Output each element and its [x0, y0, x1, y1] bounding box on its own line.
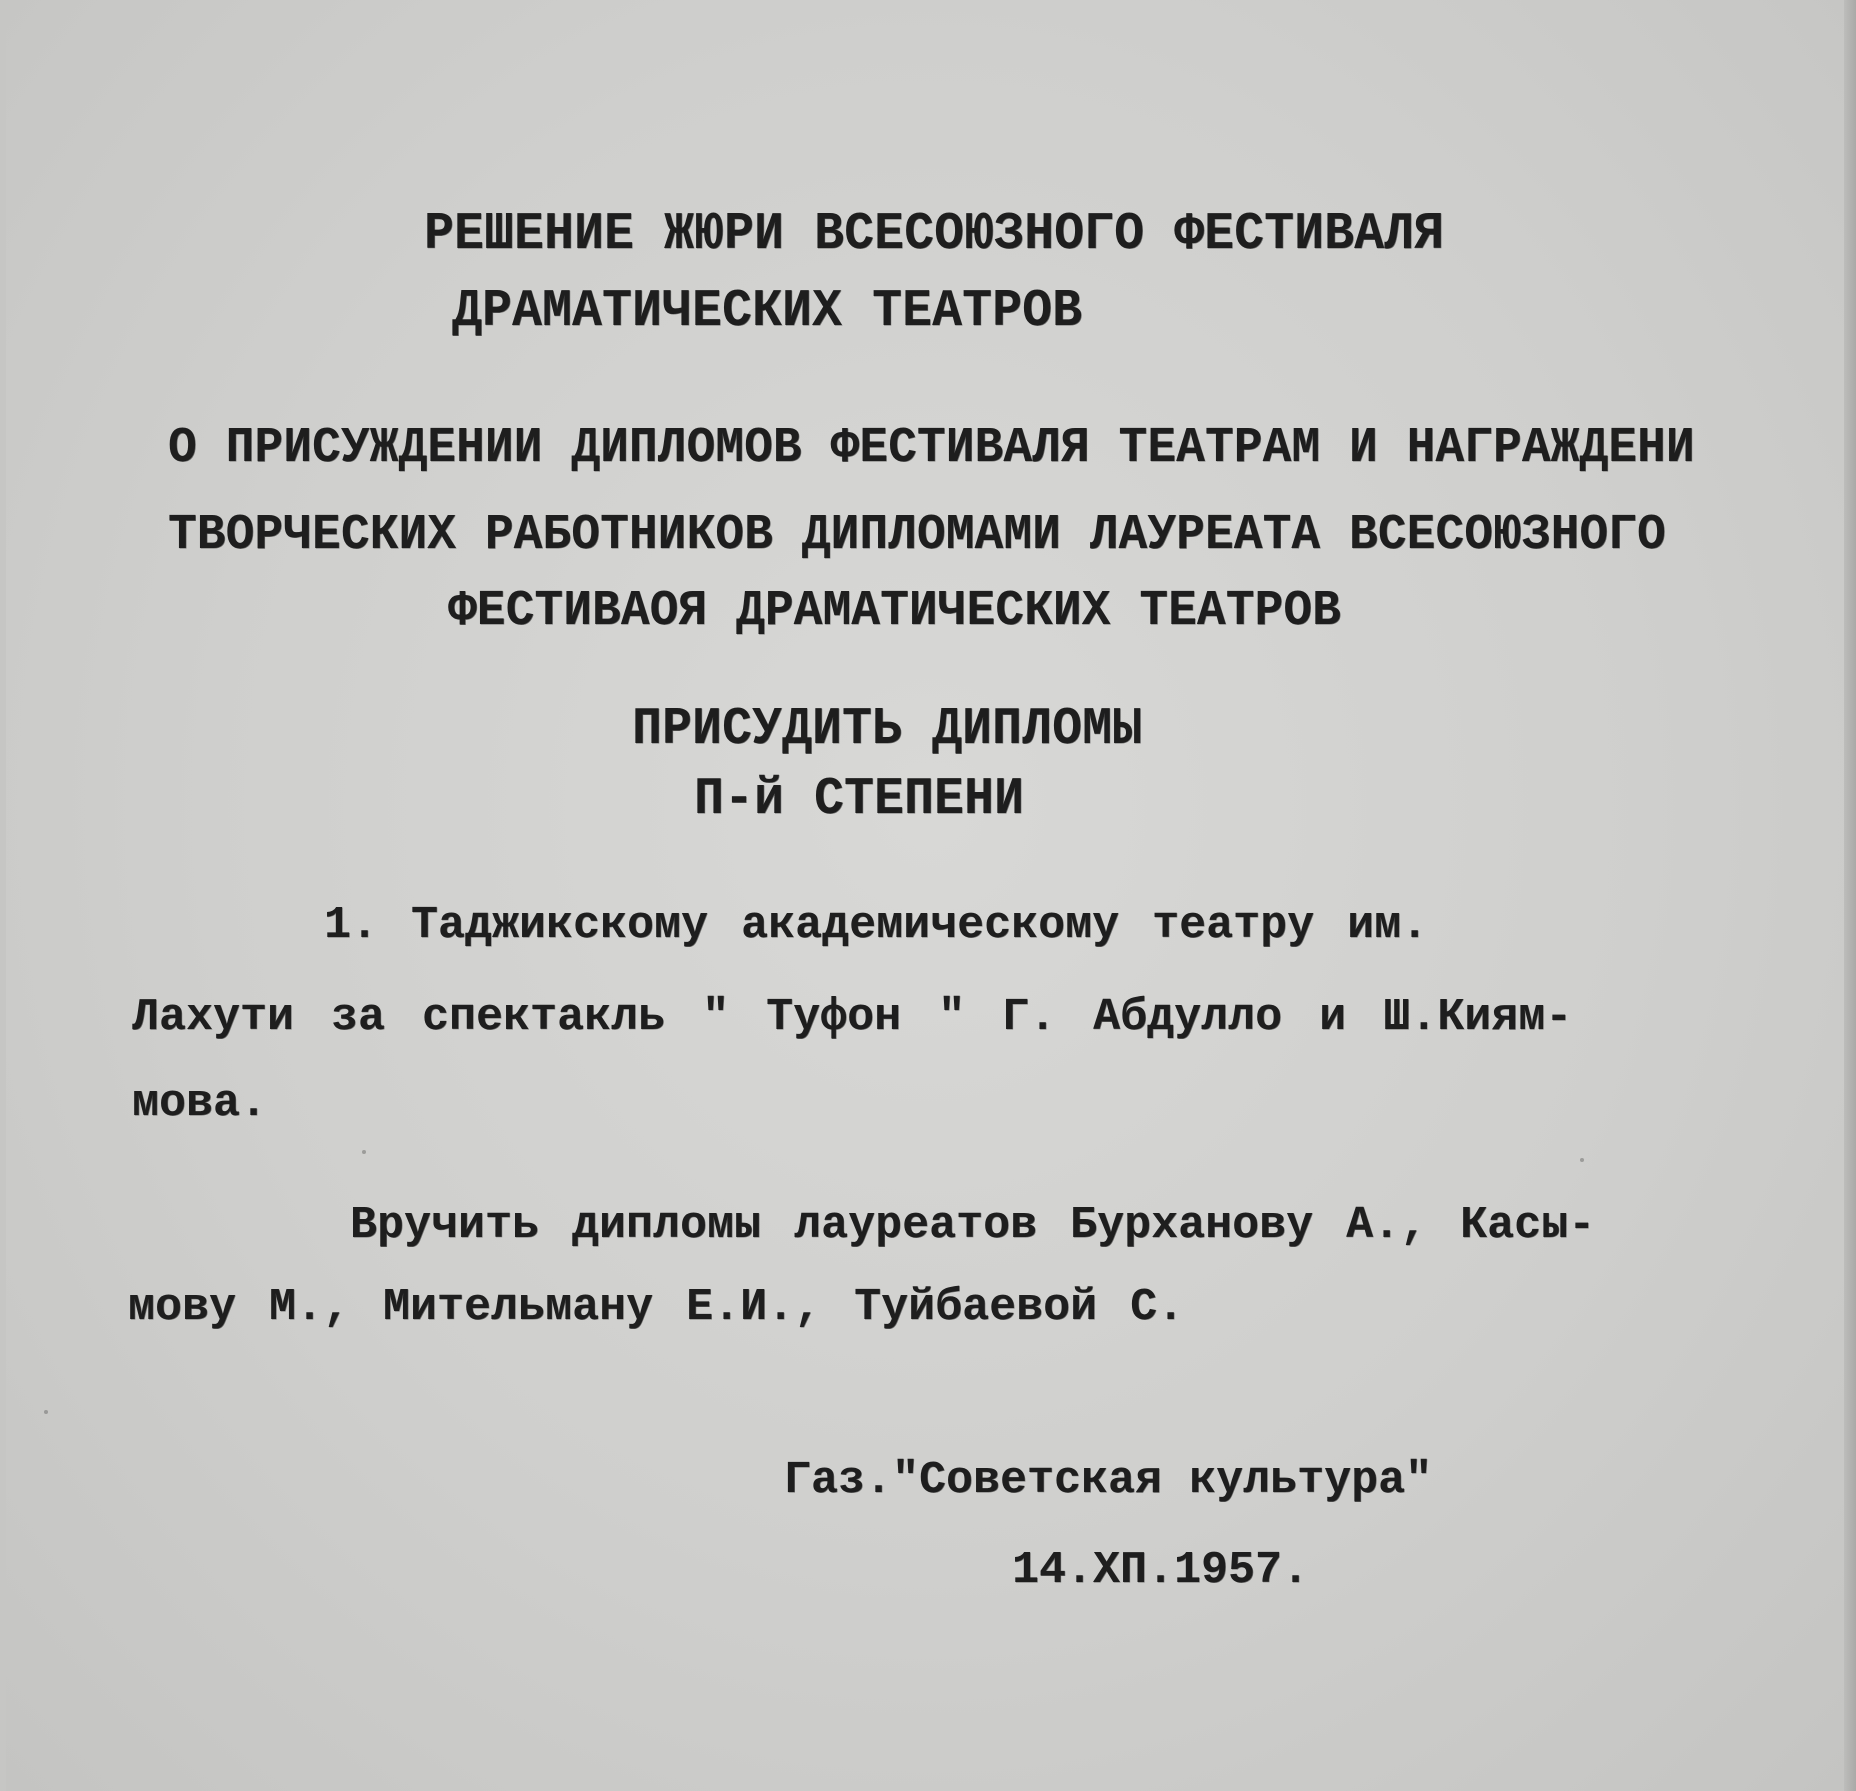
award-line-2: мову М., Мительману Е.И., Туйбаевой С. — [128, 1282, 1185, 1333]
page-left-edge — [0, 0, 6, 1791]
page-right-edge — [1844, 0, 1856, 1791]
item1-line-3: мова. — [132, 1078, 268, 1129]
subject-line-1: О ПРИСУЖДЕНИИ ДИПЛОМОВ ФЕСТИВАЛЯ ТЕАТРАМ И НАГРАЖДЕНИ — [168, 420, 1695, 477]
resolution-line-2: П-й СТЕПЕНИ — [694, 770, 1025, 830]
title-line-1: РЕШЕНИЕ ЖЮРИ ВСЕСОЮЗНОГО ФЕСТИВАЛЯ — [424, 205, 1445, 265]
paper-speck — [44, 1410, 48, 1414]
item1-line-1: 1. Таджикскому академическому театру им. — [324, 900, 1429, 951]
subject-line-2: ТВОРЧЕСКИХ РАБОТНИКОВ ДИПЛОМАМИ ЛАУРЕАТА ВСЕСОЮЗНОГО — [168, 507, 1666, 564]
paper-speck — [1580, 1158, 1584, 1162]
paper-speck — [362, 1150, 366, 1154]
source-date: 14.ХП.1957. — [1012, 1545, 1310, 1596]
item1-line-2: Лахути за спектакль " Туфон " Г. Абдулло и Ш.Киям- — [132, 992, 1573, 1043]
resolution-line-1: ПРИСУДИТЬ ДИПЛОМЫ — [632, 700, 1143, 760]
award-line-1: Вручить дипломы лауреатов Бурханову А., Касы- — [350, 1200, 1596, 1251]
subject-line-3: ФЕСТИВАОЯ ДРАМАТИЧЕСКИХ ТЕАТРОВ — [448, 583, 1341, 640]
title-line-2: ДРАМАТИЧЕСКИХ ТЕАТРОВ — [452, 282, 1083, 342]
source-newspaper: Газ."Советская культура" — [784, 1455, 1433, 1506]
